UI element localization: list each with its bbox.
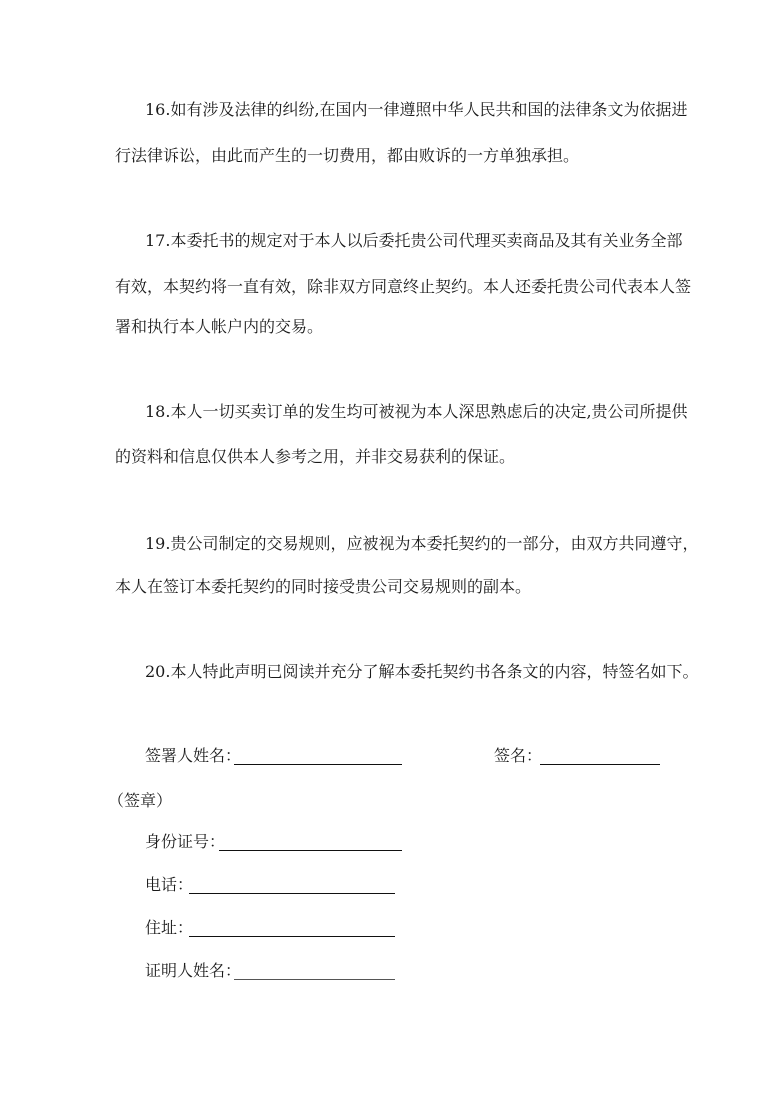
id-number-label: 身份证号：	[145, 832, 226, 851]
clause-20-line-1: 20.本人特此声明已阅读并充分了解本委托契约书各条文的内容，特签名如下。	[145, 662, 699, 681]
clause-18-line-1: 18.本人一切买卖订单的发生均可被视为本人深思熟虑后的决定,贵公司所提供	[145, 402, 688, 421]
witness-name-label: 证明人姓名：	[145, 961, 242, 980]
clause-16-line-2: 行法律诉讼，由此而产生的一切费用，都由败诉的一方单独承担。	[115, 146, 580, 165]
clause-17-line-1: 17.本委托书的规定对于本人以后委托贵公司代理买卖商品及其有关业务全部	[145, 231, 683, 250]
signature-field[interactable]	[540, 764, 660, 765]
seal-label: （签章）	[108, 791, 173, 810]
clause-16-line-1: 16.如有涉及法律的纠纷,在国内一律遵照中华人民共和国的法律条文为依据进	[145, 100, 688, 119]
id-number-field[interactable]	[219, 850, 402, 851]
clause-17-line-3: 署和执行本人帐户内的交易。	[115, 317, 324, 336]
address-field[interactable]	[189, 936, 395, 937]
phone-field[interactable]	[189, 893, 395, 894]
signer-name-label: 签署人姓名：	[145, 746, 242, 765]
witness-name-field[interactable]	[234, 979, 395, 980]
clause-19-line-2: 本人在签订本委托契约的同时接受贵公司交易规则的副本。	[115, 577, 532, 596]
phone-label: 电话：	[145, 875, 194, 894]
clause-18-line-2: 的资料和信息仅供本人参考之用，并非交易获利的保证。	[115, 447, 516, 466]
signer-name-field[interactable]	[234, 764, 402, 765]
clause-17-line-2: 有效，本契约将一直有效，除非双方同意终止契约。本人还委托贵公司代表本人签	[115, 277, 692, 296]
signature-label: 签名：	[494, 746, 543, 765]
clause-19-line-1: 19.贵公司制定的交易规则，应被视为本委托契约的一部分，由双方共同遵守，	[145, 534, 699, 553]
address-label: 住址：	[145, 918, 194, 937]
